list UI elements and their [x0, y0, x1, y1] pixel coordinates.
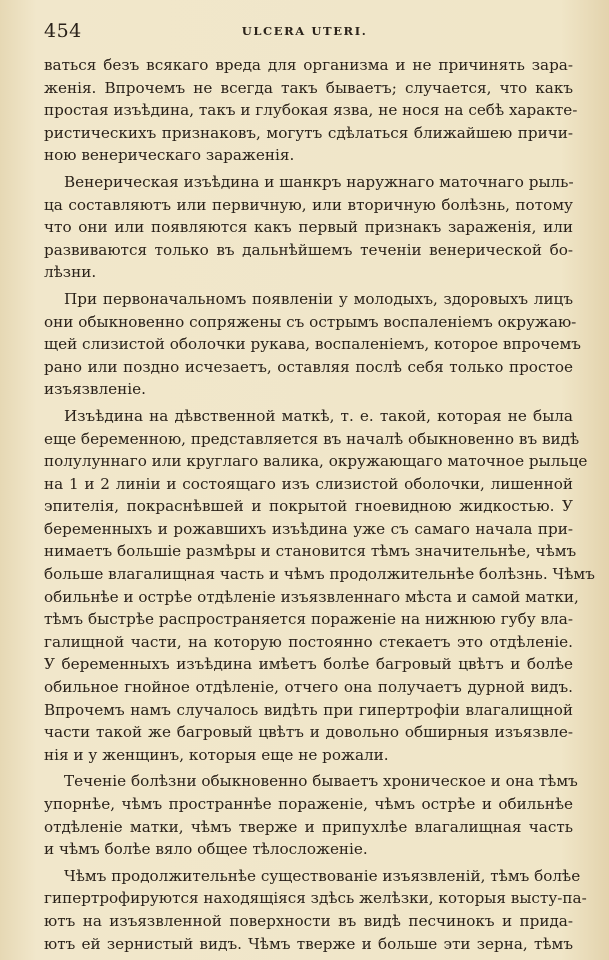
text-line: Теченіе болѣзни обыкновенно бываетъ хроническое и она тѣмъ: [64, 772, 578, 791]
paragraph: [44, 405, 595, 767]
text-line: Венерическая изъѣдина и шанкръ наружнаго маточнаго рыль-: [64, 172, 574, 191]
text-line: Изъѣдина на дѣвственной маткѣ, т. е. такой, которая не была: [64, 406, 573, 425]
text-line: полулуннаго или круглаго валика, окружающаго маточное рыльце: [44, 452, 588, 471]
text-line: рано или поздно исчезаетъ, оставляя послѣ себя только простое: [44, 357, 573, 376]
text-line: ютъ на изъязвленной поверхности въ видѣ песчинокъ и прида-: [44, 911, 573, 930]
text-line: эпителія, покраснѣвшей и покрытой гноевидною жидкостью. У: [44, 497, 573, 516]
text-line: и чѣмъ болѣе вяло общее тѣлосложеніе.: [44, 840, 368, 859]
text-line: женія. Впрочемъ не всегда такъ бываетъ; случается, что какъ: [44, 78, 573, 97]
paragraph: [44, 288, 581, 401]
text-line: Впрочемъ намъ случалось видѣть при гипертрофіи влагалищной: [44, 700, 573, 719]
text-line: что они или появляются какъ первый признакъ зараженія, или: [44, 218, 573, 237]
text-line: ца составляютъ или первичную, или вторичную болѣзнь, потому: [44, 195, 573, 214]
text-line: упорнѣе, чѣмъ пространнѣе пораженіе, чѣмъ острѣе и обильнѣе: [44, 795, 573, 813]
text-line: тѣмъ быстрѣе распространяется пораженіе на нижнюю губу вла-: [44, 610, 573, 629]
paragraph: [44, 54, 578, 167]
text-line: ютъ ей зернистый видъ. Чѣмъ тверже и больше эти зерна, тѣмъ: [44, 934, 573, 953]
text-line: развиваются только въ дальнѣйшемъ теченіи венерической бо-: [44, 240, 573, 259]
text-line: Чѣмъ продолжительнѣе существованіе изъязвленій, тѣмъ болѣе: [64, 866, 581, 885]
page-header: [30, 14, 579, 44]
running-title: ULCERA UTERI.: [241, 24, 368, 38]
text-line: обильнѣе и острѣе отдѣленіе изъязвленнаго мѣста и самой матки,: [44, 587, 579, 606]
text-line: простая изъѣдина, такъ и глубокая язва, не нося на себѣ характе-: [44, 101, 578, 120]
body-text: [44, 54, 595, 959]
text-line: нимаетъ большіе размѣры и становится тѣмъ значительнѣе, чѣмъ: [44, 542, 577, 561]
text-line: ристическихъ признаковъ, могутъ сдѣлаться ближайшею причи-: [44, 123, 573, 142]
text-line: ваться безъ всякаго вреда для организма и не причинять зара-: [44, 56, 573, 74]
text-line: изъязвленіе.: [44, 380, 146, 399]
text-line: лѣзни.: [44, 263, 97, 282]
text-line: они обыкновенно сопряжены съ острымъ воспаленіемъ окружаю-: [44, 312, 577, 331]
text-line: При первоначальномъ появленіи у молодыхъ, здоровыхъ лицъ: [64, 289, 573, 308]
text-line: беременныхъ и рожавшихъ изъѣдина уже съ самаго начала при-: [44, 519, 573, 538]
text-line: на 1 и 2 линіи и состоящаго изъ слизистой оболочки, лишенной: [44, 474, 573, 493]
text-line: галищной части, на которую постоянно стекаетъ это отдѣленіе.: [44, 632, 573, 651]
paragraph: [44, 865, 587, 955]
paragraph: [44, 171, 573, 284]
text-line: гипертрофируются находящіяся здѣсь желѣзки, которыя высту-па-: [44, 889, 587, 908]
page-number: 454: [44, 20, 82, 42]
paragraph: [44, 770, 578, 860]
text-line: щей слизистой оболочки рукава, воспаленіемъ, которое впрочемъ: [44, 335, 581, 354]
text-line: отдѣленіе матки, чѣмъ тверже и припухлѣе влагалищная часть: [44, 817, 573, 836]
text-line: обильное гнойное отдѣленіе, отчего она получаетъ дурной видъ.: [44, 678, 573, 697]
text-line: ною венерическаго зараженія.: [44, 146, 295, 165]
text-line: части такой же багровый цвѣтъ и довольно обширныя изъязвле-: [44, 723, 573, 742]
text-line: нія и у женщинъ, которыя еще не рожали.: [44, 745, 389, 764]
text-line: У беременныхъ изъѣдина имѣетъ болѣе багровый цвѣтъ и болѣе: [44, 655, 573, 674]
text-line: еще беременною, представляется въ началѣ обыкновенно въ видѣ: [44, 429, 580, 448]
text-line: больше влагалищная часть и чѣмъ продолжительнѣе болѣзнь. Чѣмъ: [44, 565, 595, 584]
